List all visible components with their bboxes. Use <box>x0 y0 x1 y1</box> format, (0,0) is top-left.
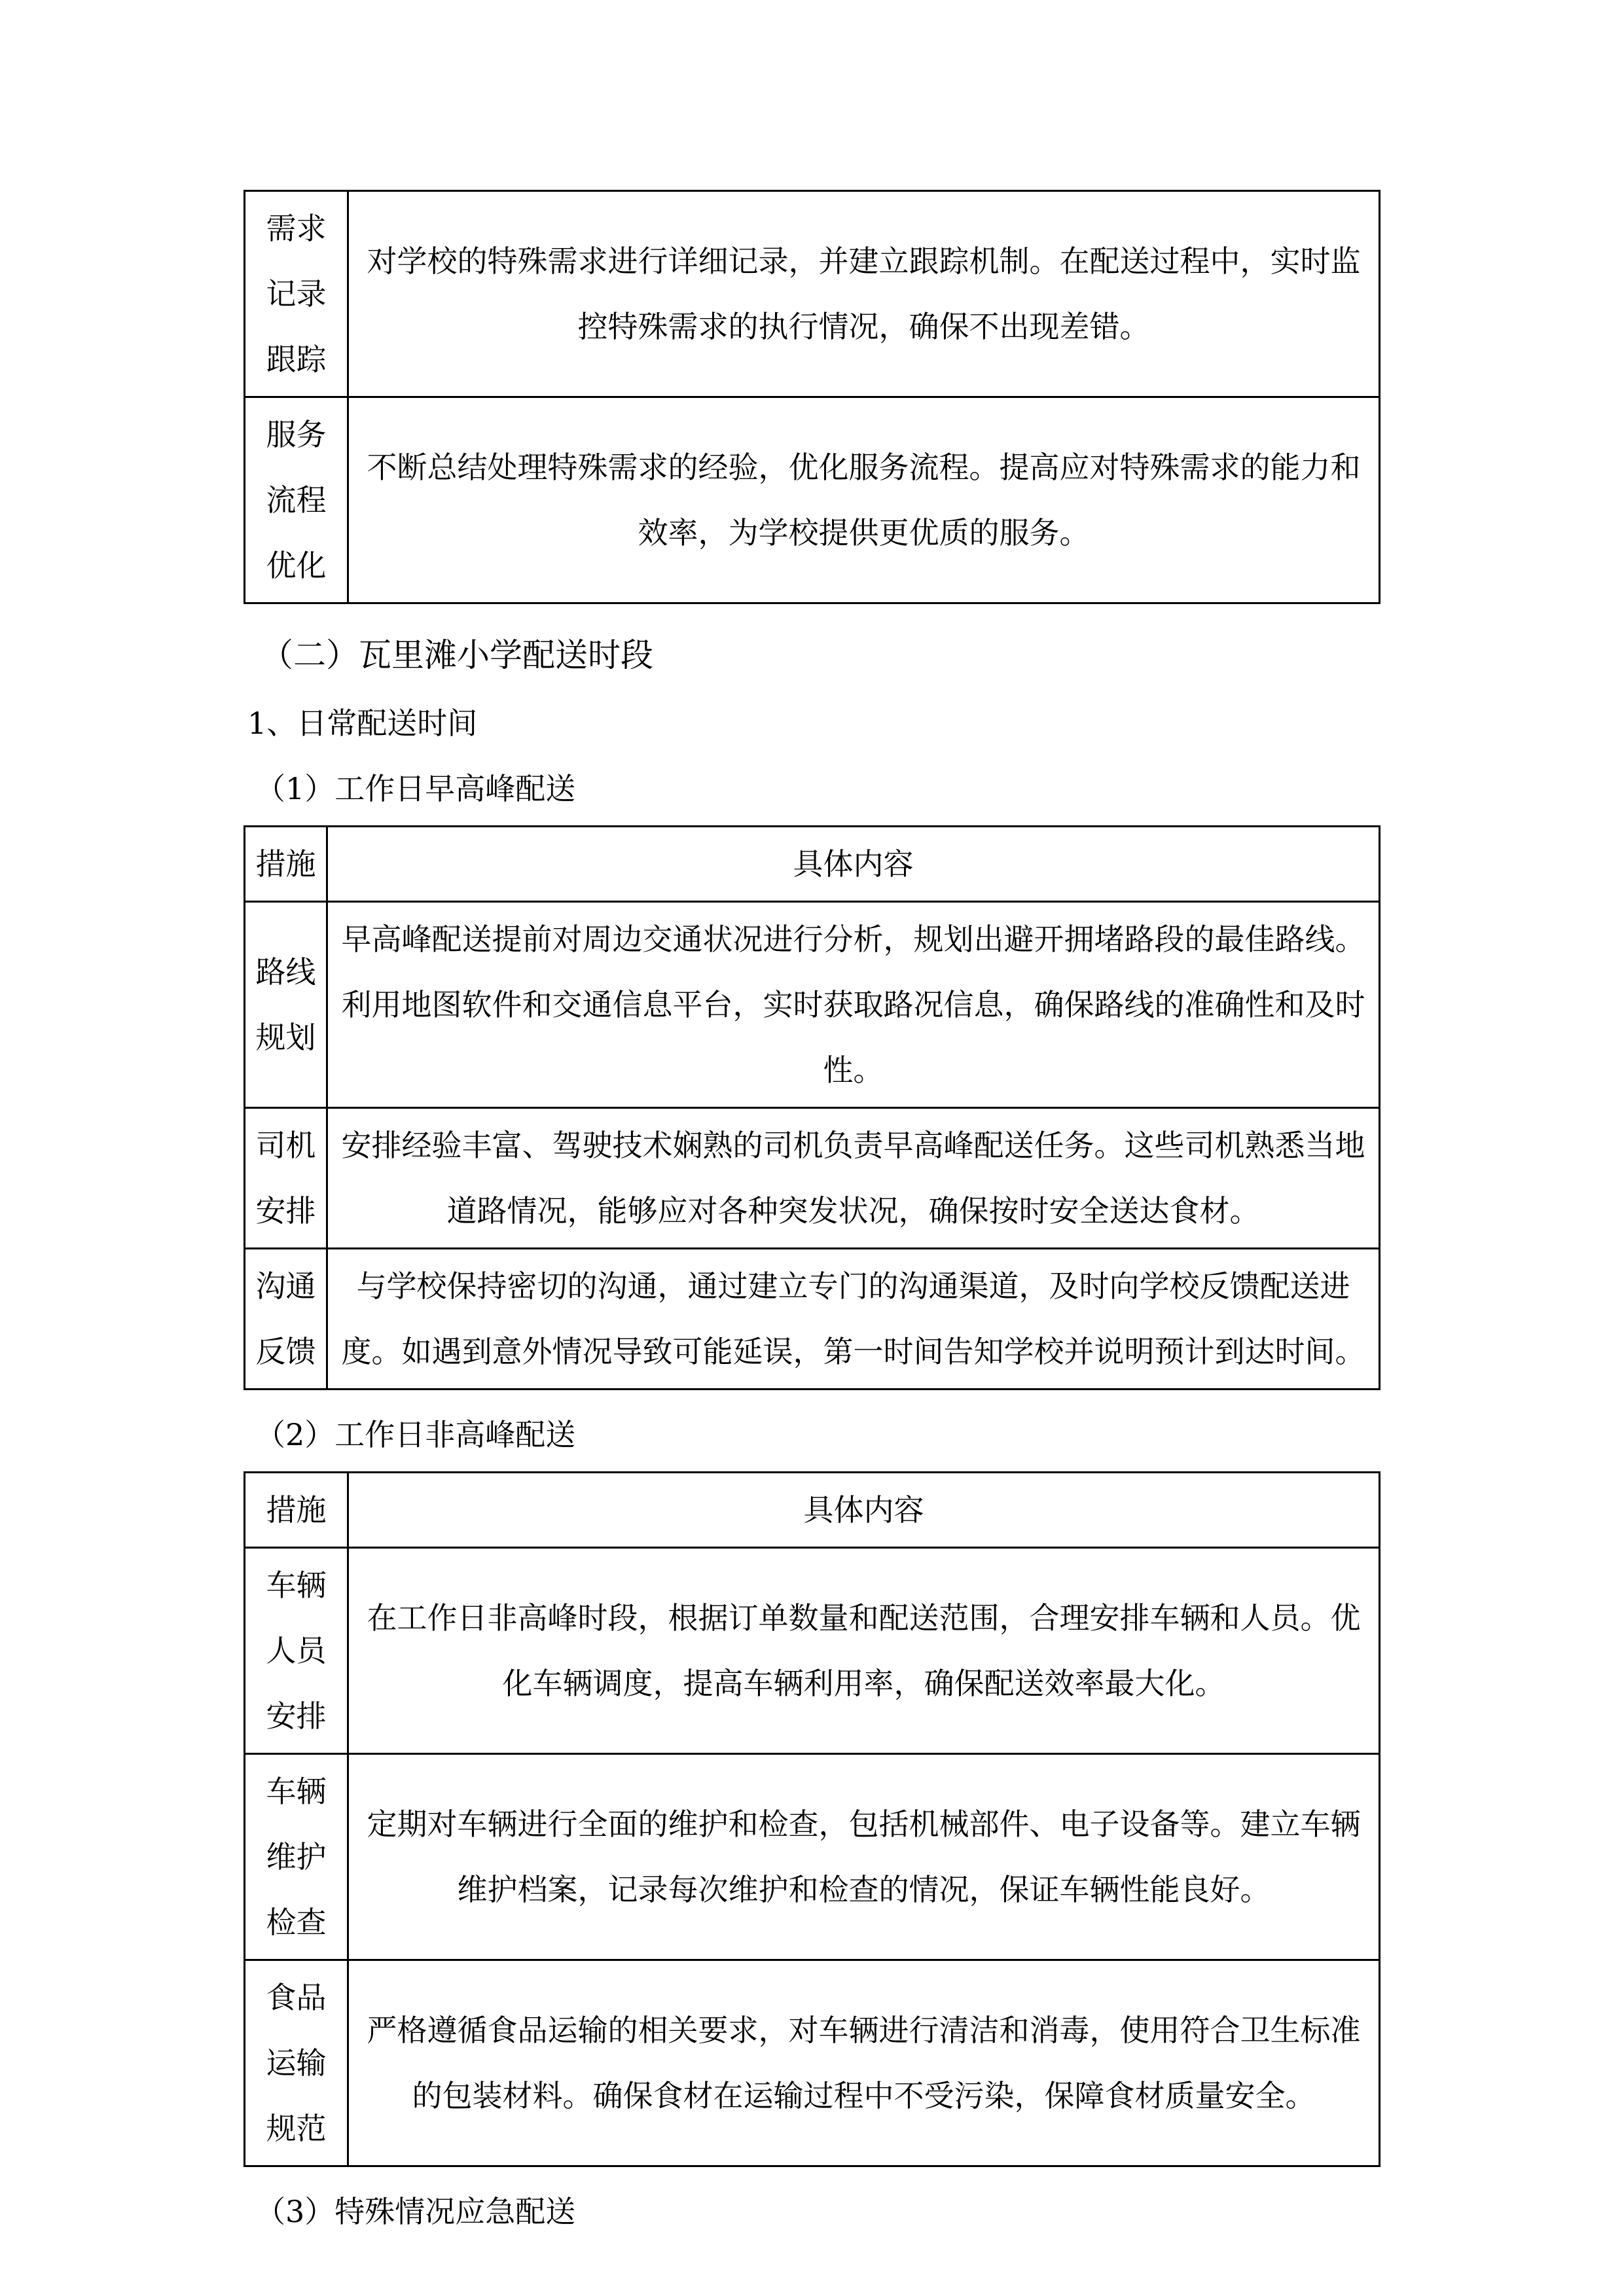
header-measure-cell: 措施 <box>245 1473 348 1548</box>
item-heading-emergency: （3）特殊情况应急配送 <box>255 2194 576 2229</box>
content-cell: 与学校保持密切的沟通，通过建立专门的沟通渠道，及时向学校反馈配送进度。如遇到意外情况导致可能延误，第一时间告知学校并说明预计到达时间。 <box>327 1249 1380 1390</box>
section-heading: （二）瓦里滩小学配送时段 <box>261 636 653 674</box>
table-row <box>245 191 1380 397</box>
content-cell: 不断总结处理特殊需求的经验，优化服务流程。提高应对特殊需求的能力和效率，为学校提供更优质的服务。 <box>348 397 1380 603</box>
item-heading-off-peak: （2）工作日非高峰配送 <box>255 1417 576 1452</box>
table-morning-peak <box>244 825 1380 1390</box>
measure-cell: 车辆维护检查 <box>245 1754 348 1960</box>
content-cell: 严格遵循食品运输的相关要求，对车辆进行清洁和消毒，使用符合卫生标准的包装材料。确保食材在运输过程中不受污染，保障食材质量安全。 <box>348 1960 1380 2166</box>
measure-cell: 车辆人员安排 <box>245 1548 348 1754</box>
item-heading-morning-peak: （1）工作日早高峰配送 <box>255 771 576 806</box>
table-special-needs <box>244 190 1380 604</box>
measure-cell: 司机安排 <box>245 1108 327 1249</box>
measure-cell: 路线规划 <box>245 902 327 1108</box>
table-off-peak <box>244 1471 1380 2167</box>
measure-cell: 需求记录跟踪 <box>245 191 348 397</box>
header-measure-cell: 措施 <box>245 827 327 902</box>
table-row <box>245 1108 1380 1249</box>
table-row <box>245 1548 1380 1754</box>
measure-cell: 服务流程优化 <box>245 397 348 603</box>
sub-heading-daily-delivery: 1、日常配送时间 <box>247 706 478 741</box>
table-row <box>245 1249 1380 1390</box>
table-header-row <box>245 827 1380 902</box>
content-cell: 早高峰配送提前对周边交通状况进行分析，规划出避开拥堵路段的最佳路线。利用地图软件和交通信息平台，实时获取路况信息，确保路线的准确性和及时性。 <box>327 902 1380 1108</box>
table-header-row <box>245 1473 1380 1548</box>
header-content-cell: 具体内容 <box>348 1473 1380 1548</box>
table-row <box>245 397 1380 603</box>
table-row <box>245 1960 1380 2166</box>
content-cell: 安排经验丰富、驾驶技术娴熟的司机负责早高峰配送任务。这些司机熟悉当地道路情况，能够应对各种突发状况，确保按时安全送达食材。 <box>327 1108 1380 1249</box>
content-cell: 对学校的特殊需求进行详细记录，并建立跟踪机制。在配送过程中，实时监控特殊需求的执行情况，确保不出现差错。 <box>348 191 1380 397</box>
table-row <box>245 902 1380 1108</box>
content-cell: 定期对车辆进行全面的维护和检查，包括机械部件、电子设备等。建立车辆维护档案，记录每次维护和检查的情况，保证车辆性能良好。 <box>348 1754 1380 1960</box>
content-cell: 在工作日非高峰时段，根据订单数量和配送范围，合理安排车辆和人员。优化车辆调度，提高车辆利用率，确保配送效率最大化。 <box>348 1548 1380 1754</box>
header-content-cell: 具体内容 <box>327 827 1380 902</box>
measure-cell: 食品运输规范 <box>245 1960 348 2166</box>
table-row <box>245 1754 1380 1960</box>
measure-cell: 沟通反馈 <box>245 1249 327 1390</box>
